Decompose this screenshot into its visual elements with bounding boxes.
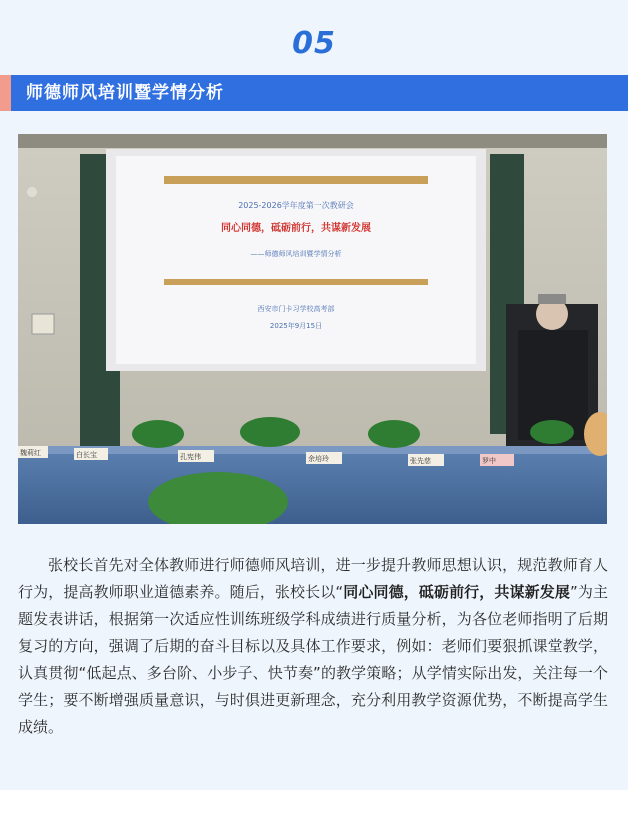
screen-line-4: 西安市门卡习学校高考部 [257, 305, 335, 313]
screen-line-5: 2025年9月15日 [269, 322, 323, 330]
screen-line-2: 同心同德，砥砺前行，共谋新发展 [221, 223, 371, 234]
paragraph-part-1: 张校长首先对全体教师进行师德师风培训，进一步提升教师思想认识，规范教师育人行为，提高教师职业道德素养。随后，张校长以“ [18, 556, 608, 601]
paragraph-theme: 同心同德，砥砺前行，共谋新发展 [343, 583, 570, 601]
section-number: 05 [292, 26, 336, 61]
screen-line-1: 2025-2026学年度第一次教研会 [238, 201, 354, 210]
paragraph-part-2: ”为主题发表讲话，根据第一次适应性训练班级学科成绩进行质量分析，为各位老师指明了后期复习的方向，强调了后期的奋斗目标以及具体工作要求，例如：老师们要狠抓课堂教学，认真贯彻“低起点、多台阶、小步子、快节奏”的教学策略；从学情实际出发，关注每一个学生；要不断增强质量意识，与时俱进更新理念，充分利用教学资源优势，不断提高学生成绩。 [18, 583, 608, 736]
name-card-5: 张先慈 [410, 457, 431, 465]
banner-accent-bar [0, 75, 11, 111]
section-title: 师德师风培训暨学情分析 [26, 83, 224, 103]
name-card-4: 余培玲 [308, 455, 329, 463]
screen-line-3: ——师德师风培训暨学情分析 [250, 250, 342, 258]
name-card-6: 罗中 [482, 457, 496, 465]
name-card-2: 白长宝 [76, 451, 97, 459]
meeting-photo [18, 134, 607, 524]
section-title-banner [0, 75, 628, 111]
name-card-1: 魏莉红 [20, 449, 41, 457]
name-card-3: 孔宪伟 [180, 453, 201, 461]
body-paragraph [18, 552, 608, 741]
